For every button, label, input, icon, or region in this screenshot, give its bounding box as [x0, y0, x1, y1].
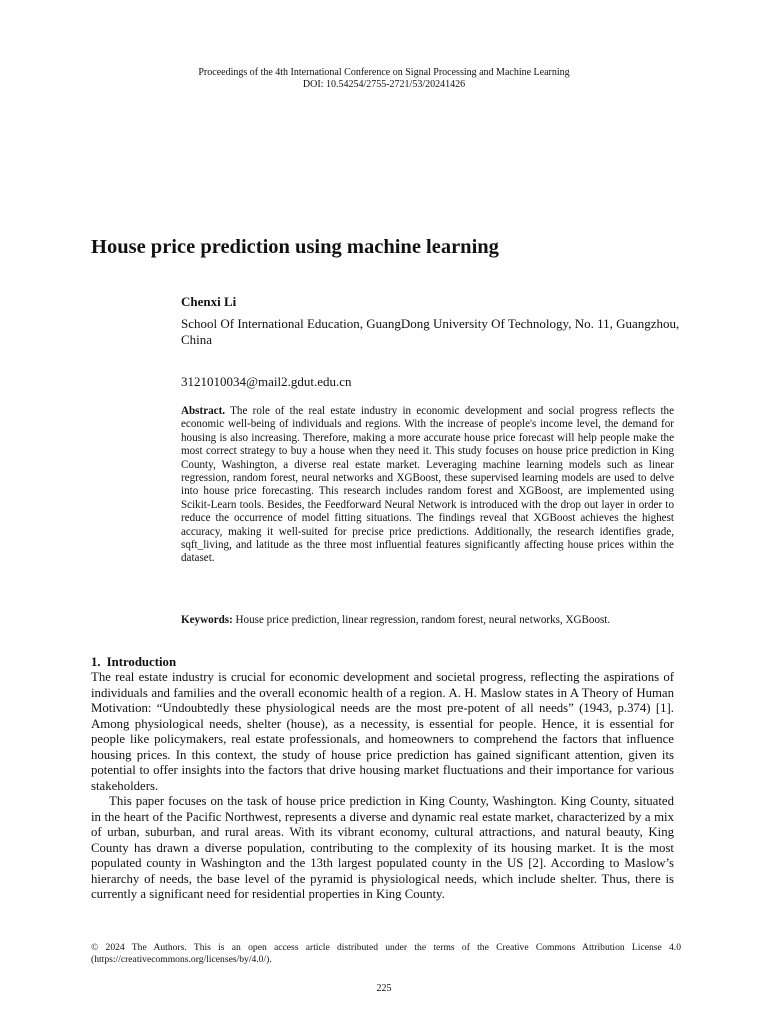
running-header	[0, 67, 768, 90]
header-doi: DOI: 10.54254/2755-2721/53/20241426	[302, 78, 466, 90]
keywords-text: House price prediction, linear regression, random forest, neural networks, XGBoost.	[235, 614, 611, 626]
author-email[interactable]: 3121010034@mail2.gdut.edu.cn	[181, 374, 352, 389]
body-paragraph: This paper focuses on the task of house price prediction in King County, Washington. King County, situated in the heart of the Pacific Northwest, represents a diverse and dynamic real estate market, characterized by a mix of urban, suburban, and rural areas. With its vibrant economy, cultural attractions, and natural beauty, King County has drawn a diverse population, contributing to the complexity of its housing market. It is the most populated county in Washington and the 13th largest populated county in the US [2]. According to Maslow’s hierarchy of needs, the base level of the pyramid is physiological needs, which include shelter. Thus, there is currently a significant need for residential properties in King County.	[91, 794, 674, 901]
keywords	[181, 613, 681, 627]
author-name: Chenxi Li	[181, 294, 237, 309]
section-heading-introduction	[91, 655, 176, 670]
header-proceedings: Proceedings of the 4th International Conference on Signal Processing and Machine Learning	[198, 67, 570, 78]
section-title: Introduction	[106, 655, 177, 669]
body-paragraph: The real estate industry is crucial for economic development and societal progress, reflecting the aspirations of individuals and families and the overall economic health of a region. A. H. Maslow states in A Theory of Human Motivation: “Undoubtedly these physiological needs are the most pre-potent of all needs” (1943, p.374) [1]. Among physiological needs, shelter (house), as a necessity, is essential for people. Hence, it is essential for people like policymakers, real estate professionals, and homeowners to comprehend the factors that influence housing prices. In this context, the study of house price prediction has gained significant attention, given its potential to offer insights into the factors that drive housing market fluctuations and their importance for various stakeholders.	[91, 670, 674, 793]
abstract-text: The role of the real estate industry in economic development and social progress reflects the economic well-being of individuals and regions. With the increase of people's income level, the demand for housing is also increasing. Therefore, making a more accurate house price forecast will help people make the most correct strategy to buy a house when they need it. This study focuses on house price prediction in King County, Washington, a diverse real estate market. Leveraging machine learning models such as linear regression, random forest, neural networks and XGBoost, these supervised learning models are used to delve into house price forecasting. This research includes random forest and XGBoost, are implemented using Scikit-Learn tools. Besides, the Feedforward Neural Network is introduced with the drop out layer in order to reduce the occurrence of model fitting situations. The findings reveal that XGBoost achieves the highest accuracy, making it well-suited for precise price predictions. Additionally, the research identifies grade, sqft_living, and latitude as the three most influential features significantly affecting house prices within the dataset.	[181, 405, 674, 565]
section-body	[91, 670, 674, 903]
author-affiliation: School Of International Education, GuangDong University Of Technology, No. 11, Guangzhou, China	[181, 316, 680, 347]
paper-title: House price prediction using machine learning	[91, 236, 499, 258]
section-number: 1.	[91, 655, 101, 669]
page-number: 225	[376, 983, 392, 994]
license-footnote: © 2024 The Authors. This is an open access article distributed under the terms of the Creative Commons Attribution License 4.0 (https://creativecommons.org/licenses/by/4.0/).	[91, 942, 681, 965]
abstract-label: Abstract.	[181, 405, 226, 417]
abstract	[181, 405, 674, 566]
keywords-label: Keywords:	[181, 614, 233, 626]
